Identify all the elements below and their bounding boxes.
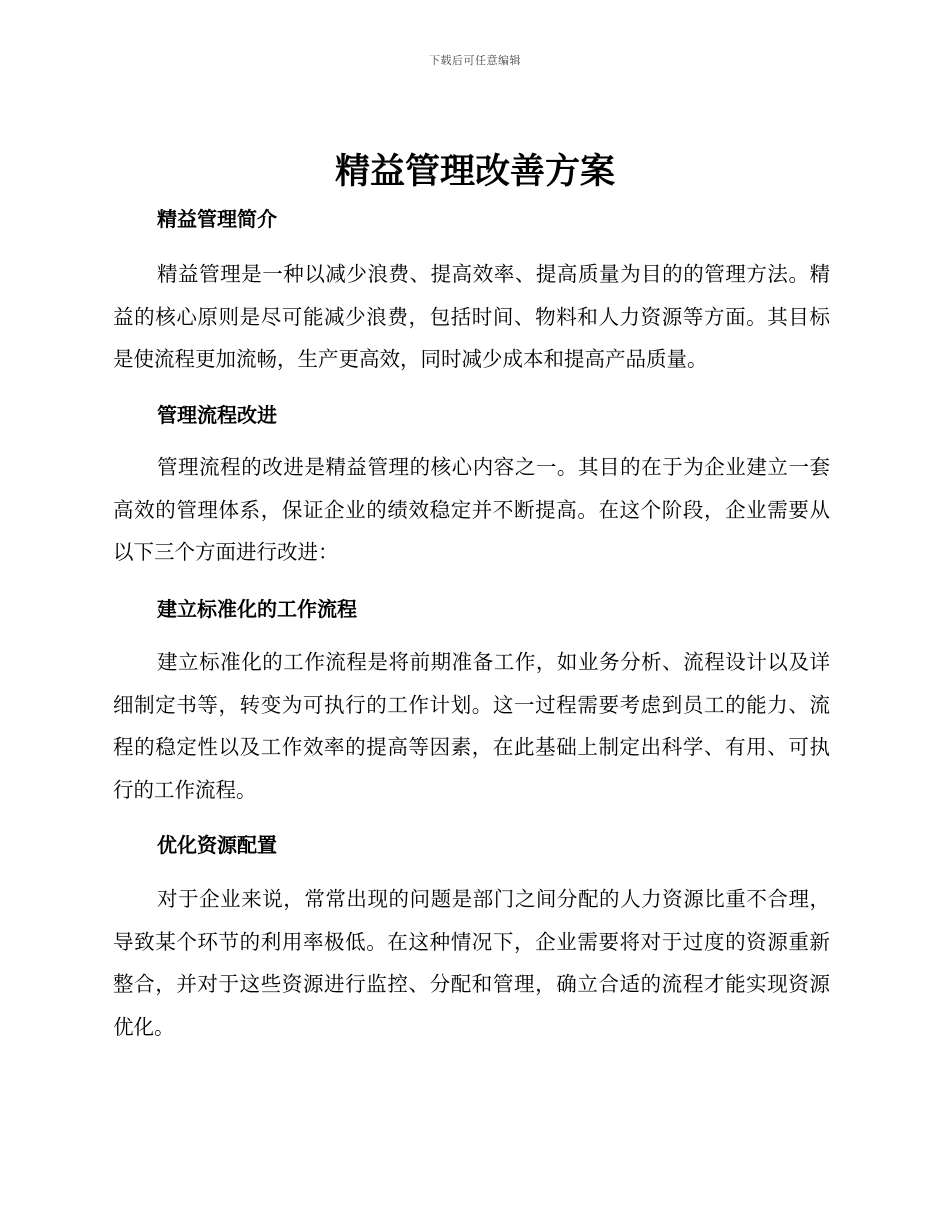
section-heading-process-improvement: 管理流程改进 — [157, 403, 277, 427]
section-heading-lean-intro: 精益管理简介 — [157, 207, 277, 231]
section-paragraph-process-improvement: 管理流程的改进是精益管理的核心内容之一。其目的在于为企业建立一套高效的管理体系，保证企业的绩效稳定并不断提高。在这个阶段，企业需要从以下三个方面进行改进： — [113, 455, 830, 564]
section-paragraph-resource-allocation: 对于企业来说，常常出现的问题是部门之间分配的人力资源比重不合理，导致某个环节的利用率极低。在这种情况下，企业需要将对于过度的资源重新整合，并对于这些资源进行监控、分配和管理，确立合适的流程才能实现资源优化。 — [113, 887, 830, 1039]
section-heading-standard-workflow: 建立标准化的工作流程 — [157, 597, 357, 621]
section-paragraph-standard-workflow: 建立标准化的工作流程是将前期准备工作，如业务分析、流程设计以及详细制定书等，转变为可执行的工作计划。这一过程需要考虑到员工的能力、流程的稳定性以及工作效率的提高等因素，在此基础上制定出科学、有用、可执行的工作流程。 — [113, 650, 830, 802]
header-note: 下载后可任意编辑 — [429, 54, 521, 67]
section-heading-resource-allocation: 优化资源配置 — [157, 833, 277, 857]
section-paragraph-lean-intro: 精益管理是一种以减少浪费、提高效率、提高质量为目的的管理方法。精益的核心原则是尽可能减少浪费，包括时间、物料和人力资源等方面。其目标是使流程更加流畅，生产更高效，同时减少成本和提高产品质量。 — [113, 262, 830, 371]
document-title: 精益管理改善方案 — [334, 152, 615, 192]
